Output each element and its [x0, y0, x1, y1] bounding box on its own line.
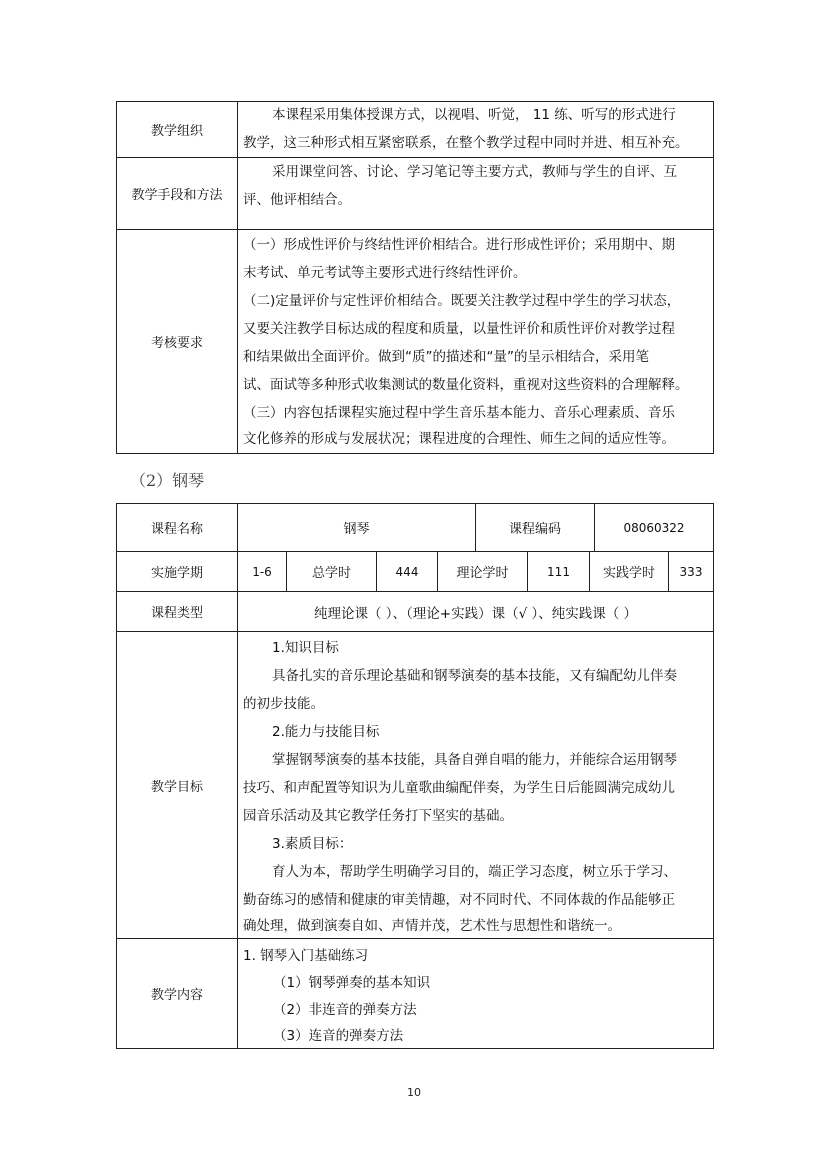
practice-hours-label: 实践学时: [602, 566, 655, 581]
theory-hours-label: 理论学时: [456, 566, 509, 581]
content-line: （2）非连音的弹奏方法: [273, 1002, 417, 1018]
course-type-label: 课程类型: [150, 606, 203, 621]
content-label: 教学内容: [150, 988, 203, 1003]
assessment-line: 文化修养的形成与发展状况；课程进度的合理性、师生之间的适应性等。: [243, 431, 675, 447]
assessment-line: 试、面试等多种形式收集测试的数量化资料，重视对这些资料的合理解释。: [243, 377, 689, 393]
teaching-methods-line: 评、他评相结合。: [243, 192, 351, 208]
course-code-label: 课程编码: [508, 522, 561, 537]
objectives-line: 勤奋练习的感情和健康的审美情趣，对不同时代、不同体裁的作品能够正: [243, 892, 675, 908]
total-hours-label: 总学时: [311, 566, 351, 581]
objectives-line: 育人为本，帮助学生明确学习目的，端正学习态度，树立乐于学习、: [272, 864, 677, 880]
assessment-line: 末考试、单元考试等主要形式进行终结性评价。: [243, 265, 527, 281]
objectives-line: 具备扎实的音乐理论基础和钢琴演奏的基本技能，又有编配幼儿伴奏: [272, 668, 677, 684]
table-border: [116, 1048, 714, 1049]
semester-label: 实施学期: [150, 566, 203, 581]
objectives-line: 掌握钢琴演奏的基本技能，具备自弹自唱的能力，并能综合运用钢琴: [272, 752, 677, 768]
course-name-value: 钢琴: [343, 522, 370, 537]
teaching-organization-line: 教学，这三种形式相互紧密联系，在整个教学过程中同时并进、相互补充。: [243, 135, 689, 151]
course-name-label: 课程名称: [150, 522, 203, 537]
content-line: 1. 钢琴入门基础练习: [243, 948, 369, 964]
table-border: [116, 453, 714, 454]
content-line: （1）钢琴弹奏的基本知识: [273, 975, 431, 991]
teaching-organization-line: 本课程采用集体授课方式，以视唱、听觉， 11 练、听写的形式进行: [272, 107, 676, 123]
course-type-value: 纯理论课（ ）、（理论+实践）课（√ ）、纯实践课（ ）: [313, 605, 638, 622]
teaching-methods-line: 采用课堂问答、讨论、学习笔记等主要方式，教师与学生的自评、互: [272, 164, 677, 180]
practice-hours-value: 333: [679, 564, 703, 579]
table-border: [237, 101, 238, 454]
table-border: [713, 503, 714, 1049]
assessment-line: （三）内容包括课程实施过程中学生音乐基本能力、音乐心理素质、音乐: [243, 405, 675, 421]
theory-hours-value: 111: [547, 564, 570, 579]
objectives-heading: 1.知识目标: [272, 640, 339, 656]
row-label-teaching-methods: 教学手段和方法: [131, 188, 223, 203]
objectives-heading: 2.能力与技能目标: [272, 724, 380, 740]
table-border: [713, 101, 714, 454]
assessment-line: （二)定量评价与定性评价相结合。既要关注教学过程中学生的学习状态，: [243, 293, 681, 309]
objectives-line: 技巧、和声配置等知识为儿童歌曲编配伴奏，为学生日后能圆满完成幼儿: [243, 780, 675, 796]
row-label-assessment: 考核要求: [150, 336, 203, 351]
objectives-line: 的初步技能。: [243, 696, 324, 712]
assessment-line: 又要关注教学目标达成的程度和质量，以量性评价和质性评价对教学过程: [243, 321, 675, 337]
content-line: （3）连音的弹奏方法: [273, 1028, 404, 1044]
objectives-line: 园音乐活动及其它教学任务打下坚实的基础。: [243, 808, 513, 824]
section-heading: （2）钢琴: [130, 471, 205, 490]
objectives-label: 教学目标: [150, 779, 203, 795]
assessment-line: 和结果做出全面评价。做到“质”的描述和“量”的呈示相结合，采用笔: [243, 349, 649, 365]
semester-value: 1-6: [252, 564, 272, 579]
objectives-heading: 3.素质目标：: [272, 836, 353, 852]
row-label-teaching-organization: 教学组织: [150, 124, 203, 139]
objectives-line: 确处理，做到演奏自如、声情并茂，艺术性与思想性和谐统一。: [243, 918, 621, 934]
course-code-value: 08060322: [623, 520, 685, 535]
assessment-line: （一）形成性评价与终结性评价相结合。进行形成性评价；采用期中、期: [243, 237, 675, 253]
page-number: 10: [407, 1086, 421, 1099]
total-hours-value: 444: [395, 564, 419, 579]
